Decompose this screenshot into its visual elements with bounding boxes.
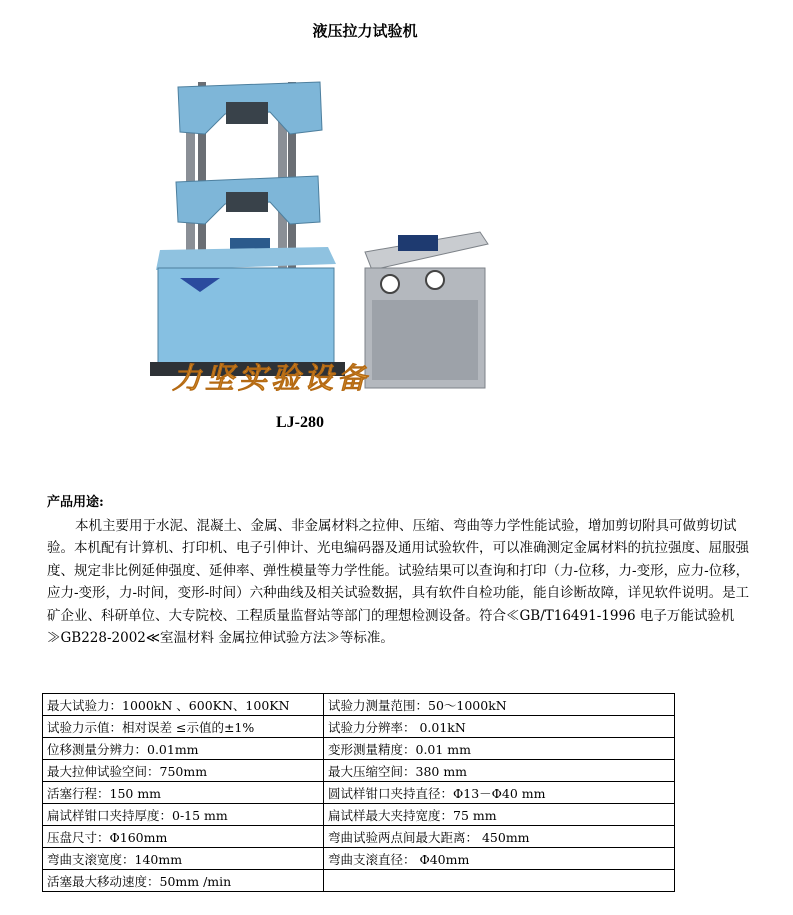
spec-cell-right bbox=[324, 870, 675, 892]
cabinet-screen bbox=[398, 235, 438, 251]
spec-cell-right: 变形测量精度：0.01 mm bbox=[324, 738, 675, 760]
page-title: 液压拉力试验机 bbox=[312, 22, 418, 40]
gauge-left bbox=[381, 275, 399, 293]
spec-cell-left: 活塞最大移动速度：50mm /min bbox=[43, 870, 324, 892]
spec-cell-left: 最大试验力：1000kN 、600KN、100KN bbox=[43, 694, 324, 716]
spec-cell-right: 最大压缩空间：380 mm bbox=[324, 760, 675, 782]
spec-cell-left: 试验力示值：相对误差 ≤示值的±1% bbox=[43, 716, 324, 738]
top-grip bbox=[226, 102, 268, 124]
spec-row bbox=[43, 738, 675, 760]
model-number: LJ-280 bbox=[276, 414, 324, 431]
spec-row bbox=[43, 848, 675, 870]
spec-row bbox=[43, 716, 675, 738]
base-body bbox=[158, 268, 334, 366]
product-photo bbox=[150, 72, 495, 407]
spec-cell-right: 弯曲支滚直径： Φ40mm bbox=[324, 848, 675, 870]
spec-row bbox=[43, 694, 675, 716]
spec-row bbox=[43, 870, 675, 892]
spec-cell-right: 扁试样最大夹持宽度：75 mm bbox=[324, 804, 675, 826]
spec-cell-right: 试验力分辨率： 0.01kN bbox=[324, 716, 675, 738]
spec-row bbox=[43, 782, 675, 804]
spec-row bbox=[43, 760, 675, 782]
middle-grip bbox=[226, 192, 268, 212]
gauge-right bbox=[426, 271, 444, 289]
spec-cell-left: 弯曲支滚宽度：140mm bbox=[43, 848, 324, 870]
spec-row bbox=[43, 826, 675, 848]
spec-cell-right: 弯曲试验两点间最大距离： 450mm bbox=[324, 826, 675, 848]
usage-heading: 产品用途: bbox=[47, 495, 104, 510]
usage-body: 本机主要用于水泥、混凝土、金属、非金属材料之拉伸、压缩、弯曲等力学性能试验，增加剪切附具可做剪切试验。本机配有计算机、打印机、电子引伸计、光电编码器及通用试验软件，可以准确测定金属材料的抗拉强度、屈服强度、规定非比例延伸强度、延伸率、弹性模量等力学性能。试验结果可以查询和打印（力-位移，力-变形，应力-位移，应力-变形，力-时间，变形-时间）六种曲线及相关试验数据，具有软件自检功能，能自诊断故障，详见软件说明。是工矿企业、科研单位、大专院校、工程质量监督站等部门的理想检测设备。符合≪GB/T16491-1996 电子万能试验机≫GB228-2002≪室温材料 金属拉伸试验方法≫等标准。 bbox=[47, 517, 750, 646]
spec-cell-left: 活塞行程：150 mm bbox=[43, 782, 324, 804]
cabinet-panel bbox=[372, 300, 478, 380]
spec-cell-left: 位移测量分辨力：0.01mm bbox=[43, 738, 324, 760]
spec-table bbox=[42, 693, 675, 892]
spec-cell-left: 压盘尺寸：Φ160mm bbox=[43, 826, 324, 848]
spec-cell-right: 试验力测量范围：50～1000kN bbox=[324, 694, 675, 716]
spec-cell-right: 圆试样钳口夹持直径：Φ13－Φ40 mm bbox=[324, 782, 675, 804]
spec-cell-left: 最大拉伸试验空间：750mm bbox=[43, 760, 324, 782]
base-top bbox=[156, 247, 336, 270]
brand-watermark: 力坚实验设备 bbox=[172, 361, 371, 395]
usage-section bbox=[47, 492, 752, 650]
spec-row bbox=[43, 804, 675, 826]
spec-cell-left: 扁试样钳口夹持厚度：0-15 mm bbox=[43, 804, 324, 826]
